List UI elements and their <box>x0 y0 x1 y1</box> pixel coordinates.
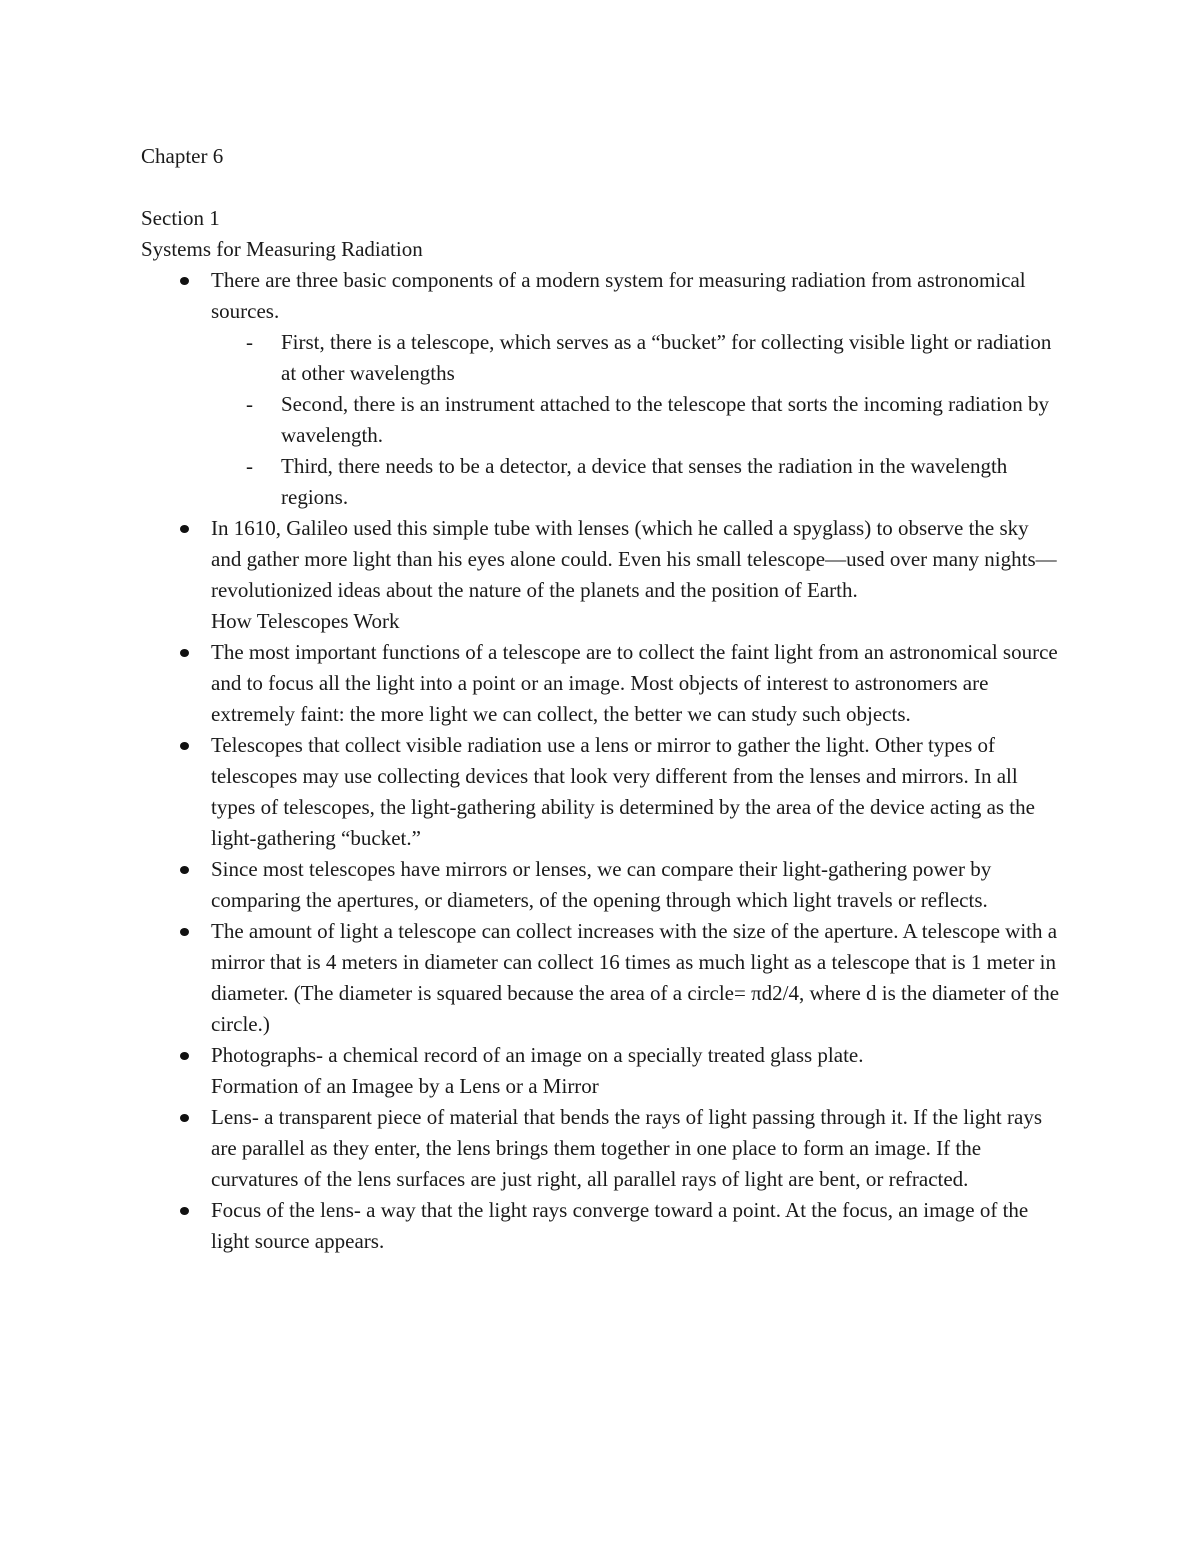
dash-list-components <box>211 327 1061 513</box>
list-item: Lens- a transparent piece of material that bends the rays of light passing through it. If the light rays are parallel as they enter, the lens brings them together in one place to form an image. If the curvatures of the lens surfaces are just right, all parallel rays of light are bent, or refracted. <box>141 1102 1061 1195</box>
bullet-text: There are three basic components of a modern system for measuring radiation from astronomical sources. <box>211 268 1026 323</box>
spacer <box>141 172 1061 203</box>
list-item: Since most telescopes have mirrors or lenses, we can compare their light-gathering power by comparing the apertures, or diameters, of the opening through which light travels or reflects. <box>141 854 1061 916</box>
section-heading: Systems for Measuring Radiation <box>141 237 423 261</box>
bullet-list-systems <box>141 265 1061 606</box>
list-item: Telescopes that collect visible radiation use a lens or mirror to gather the light. Other types of telescopes may use collecting devices that look very different from the lenses and mirrors. In all types of telescopes, the light-gathering ability is determined by the area of the device acting as the light-gathering “bucket.” <box>141 730 1061 854</box>
chapter-title: Chapter 6 <box>141 144 224 168</box>
section-title: Section 1 <box>141 206 220 230</box>
list-item: Focus of the lens- a way that the light rays converge toward a point. At the focus, an image of the light source appears. <box>141 1195 1061 1257</box>
list-item: The most important functions of a telescope are to collect the faint light from an astronomical source and to focus all the light into a point or an image. Most objects of interest to astronomers are extremely faint: the more light we can collect, the better we can study such objects. <box>141 637 1061 730</box>
bullet-list-lens <box>141 1102 1061 1257</box>
subheading-image-formation: Formation of an Imagee by a Lens or a Mirror <box>211 1074 599 1098</box>
list-item: - First, there is a telescope, which serves as a “bucket” for collecting visible light or radiation at other wavelengths <box>211 327 1061 389</box>
subheading-how-telescopes-work: How Telescopes Work <box>211 609 400 633</box>
document-page <box>141 141 1061 1257</box>
list-item: - Second, there is an instrument attached to the telescope that sorts the incoming radiation by wavelength. <box>211 389 1061 451</box>
list-item: Photographs- a chemical record of an image on a specially treated glass plate. <box>141 1040 1061 1071</box>
list-item: - Third, there needs to be a detector, a device that senses the radiation in the wavelength regions. <box>211 451 1061 513</box>
list-item <box>141 513 1061 606</box>
list-item <box>141 265 1061 513</box>
bullet-list-telescopes <box>141 637 1061 1071</box>
bullet-text: In 1610, Galileo used this simple tube with lenses (which he called a spyglass) to observe the sky and gather more light than his eyes alone could. Even his small telescope—used over many nights—revolutionized ideas about the nature of the planets and the position of Earth. <box>211 516 1057 602</box>
list-item: The amount of light a telescope can collect increases with the size of the aperture. A telescope with a mirror that is 4 meters in diameter can collect 16 times as much light as a telescope that is 1 meter in diameter. (The diameter is squared because the area of a circle= πd2/4, where d is the diameter of the circle.) <box>141 916 1061 1040</box>
